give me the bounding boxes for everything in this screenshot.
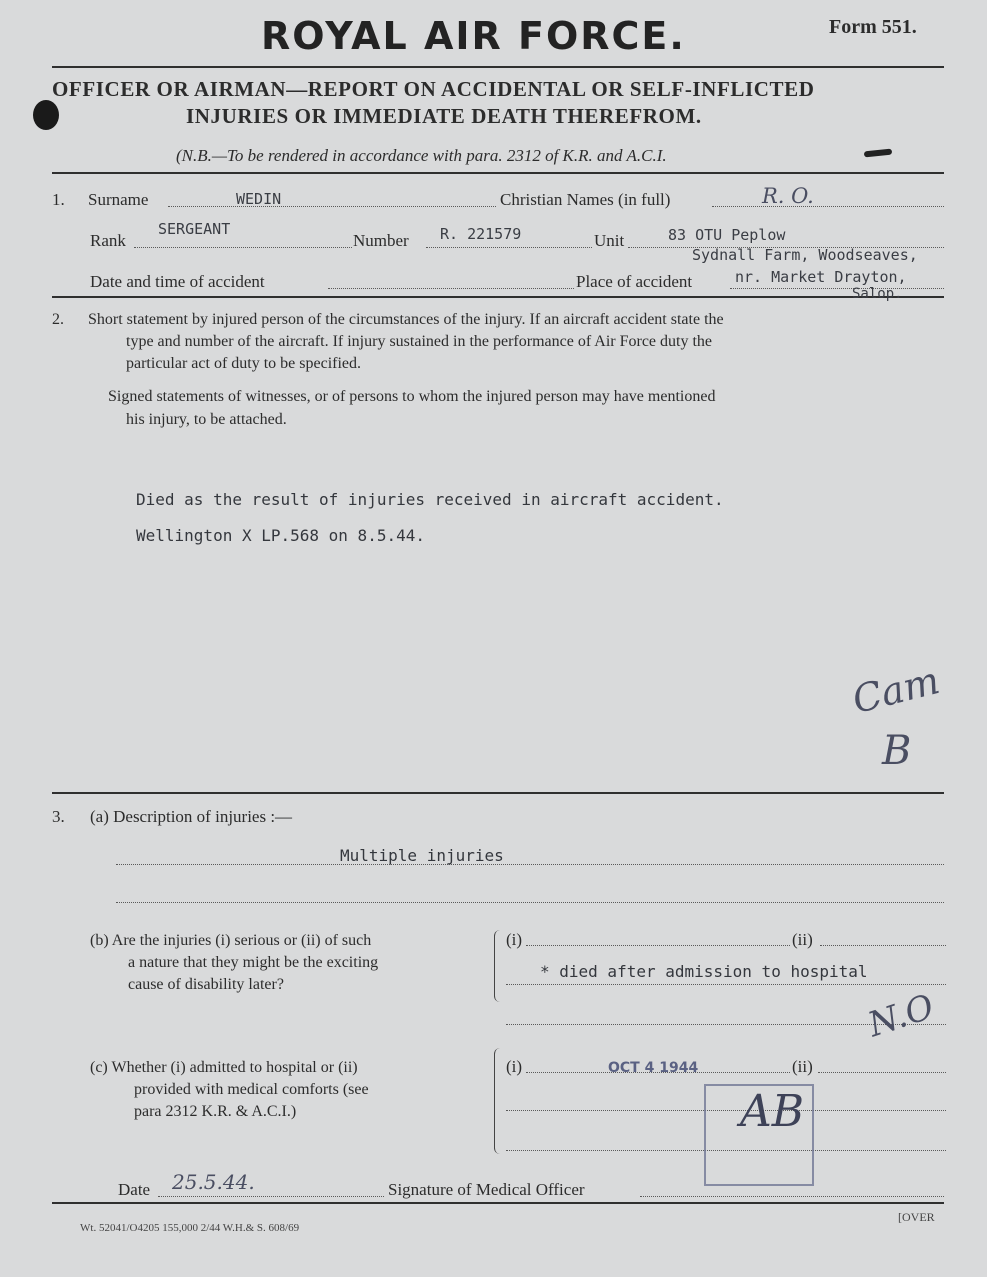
question-b-line1: (b) Are the injuries (i) serious or (ii) of such <box>90 932 372 949</box>
section1-bottom-rule <box>52 296 944 298</box>
b-option-i: (i) <box>506 930 523 949</box>
section1-number: 1. <box>52 190 65 209</box>
b-option-ii-line <box>820 945 946 946</box>
surname-label: Surname <box>88 190 149 209</box>
injuries-field-line1 <box>116 864 944 865</box>
service-number-value[interactable]: R. 221579 <box>440 225 522 243</box>
date-time-accident-label: Date and time of accident <box>90 272 265 291</box>
initials-annotation: AB <box>740 1086 805 1137</box>
question-b-line2: a nature that they might be the exciting <box>128 954 379 971</box>
report-heading-line1: OFFICER OR AIRMAN—REPORT ON ACCIDENTAL OR SELF-INFLICTED <box>52 77 815 101</box>
surname-value[interactable]: WEDIN <box>236 190 282 208</box>
header-rule <box>52 66 944 68</box>
question-c-line2: provided with medical comforts (see <box>134 1081 369 1098</box>
c-option-i: (i) <box>506 1057 523 1076</box>
section2-number: 2. <box>52 311 64 328</box>
place-field-line <box>730 288 944 289</box>
pen-mark <box>864 149 892 158</box>
rank-label: Rank <box>90 231 126 250</box>
bracket-c <box>494 1048 503 1154</box>
rank-value[interactable]: SERGEANT <box>158 220 231 238</box>
section2-instruction-line1: Short statement by injured person of the circumstances of the injury. If an aircraft accident state the <box>88 311 724 328</box>
number-label: Number <box>353 231 409 250</box>
rank-field-line <box>134 247 352 248</box>
section3-number: 3. <box>52 807 65 826</box>
date-field-line <box>158 1196 384 1197</box>
cam-annotation: Cam <box>847 658 944 722</box>
b-annotation: B <box>882 728 912 774</box>
christian-names-field-line <box>712 206 944 207</box>
question-c-line1: (c) Whether (i) admitted to hospital or (ii) <box>90 1059 358 1076</box>
place-line2-value[interactable]: nr. Market Drayton, <box>735 268 907 286</box>
injuries-description-value[interactable]: Multiple injuries <box>340 846 504 865</box>
surname-field-line <box>168 206 496 207</box>
christian-names-label: Christian Names (in full) <box>500 190 671 209</box>
b-option-i-line <box>526 945 790 946</box>
question-b-line3: cause of disability later? <box>128 976 284 993</box>
form-number: Form 551. <box>829 16 917 38</box>
punch-hole-mark <box>33 100 59 130</box>
signature-label: Signature of Medical Officer <box>388 1180 585 1199</box>
question-c-line3: para 2312 K.R. & A.C.I.) <box>134 1103 297 1120</box>
witness-instruction-line1: Signed statements of witnesses, or of persons to whom the injured person may have mentioned <box>108 388 716 405</box>
unit-value[interactable]: 83 OTU Peplow <box>668 226 786 244</box>
c-option-ii: (ii) <box>792 1057 813 1076</box>
description-of-injuries-label: (a) Description of injuries :— <box>90 807 293 826</box>
date-label: Date <box>118 1180 151 1199</box>
over-indicator: [OVER <box>898 1210 935 1224</box>
received-date-stamp: OCT 4 1944 <box>608 1060 699 1076</box>
place-line1-value[interactable]: Sydnall Farm, Woodseaves, <box>692 246 918 264</box>
instruction-note: (N.B.—To be rendered in accordance with para. 2312 of K.R. and A.C.I. <box>176 146 667 165</box>
c-option-ii-line <box>818 1072 946 1073</box>
place-of-accident-label: Place of accident <box>576 272 693 291</box>
section2-instruction-line3: particular act of duty to be specified. <box>126 355 362 372</box>
witness-instruction-line2: his injury, to be attached. <box>126 411 287 428</box>
christian-names-value[interactable]: R. O. <box>762 184 814 208</box>
bottom-rule <box>52 1202 944 1204</box>
date-time-field-line <box>328 288 574 289</box>
b-answer-value[interactable]: * died after admission to hospital <box>540 962 868 981</box>
statement-line2[interactable]: Wellington X LP.568 on 8.5.44. <box>136 526 425 545</box>
signature-field-line <box>640 1196 944 1197</box>
section1-top-rule <box>52 172 944 174</box>
b-answer-line <box>506 984 946 985</box>
report-heading-line2: INJURIES OR IMMEDIATE DEATH THEREFROM. <box>186 104 702 128</box>
unit-label: Unit <box>594 231 625 250</box>
section2-instruction-line2: type and number of the aircraft. If injury sustained in the performance of Air Force duty the <box>126 333 713 350</box>
statement-line1[interactable]: Died as the result of injuries received in aircraft accident. <box>136 490 724 509</box>
no-annotation: N.O <box>863 986 939 1046</box>
b-option-ii: (ii) <box>792 930 813 949</box>
number-field-line <box>426 247 592 248</box>
form-title: ROYAL AIR FORCE. <box>261 14 686 58</box>
place-line3-value[interactable]: Salop. <box>852 286 903 302</box>
date-value[interactable]: 25.5.44. <box>172 1170 255 1194</box>
bracket-b <box>494 930 503 1002</box>
print-code: Wt. 52041/O4205 155,000 2/44 W.H.& S. 608/69 <box>80 1222 300 1234</box>
section3-top-rule <box>52 792 944 794</box>
injuries-field-line2 <box>116 902 944 903</box>
